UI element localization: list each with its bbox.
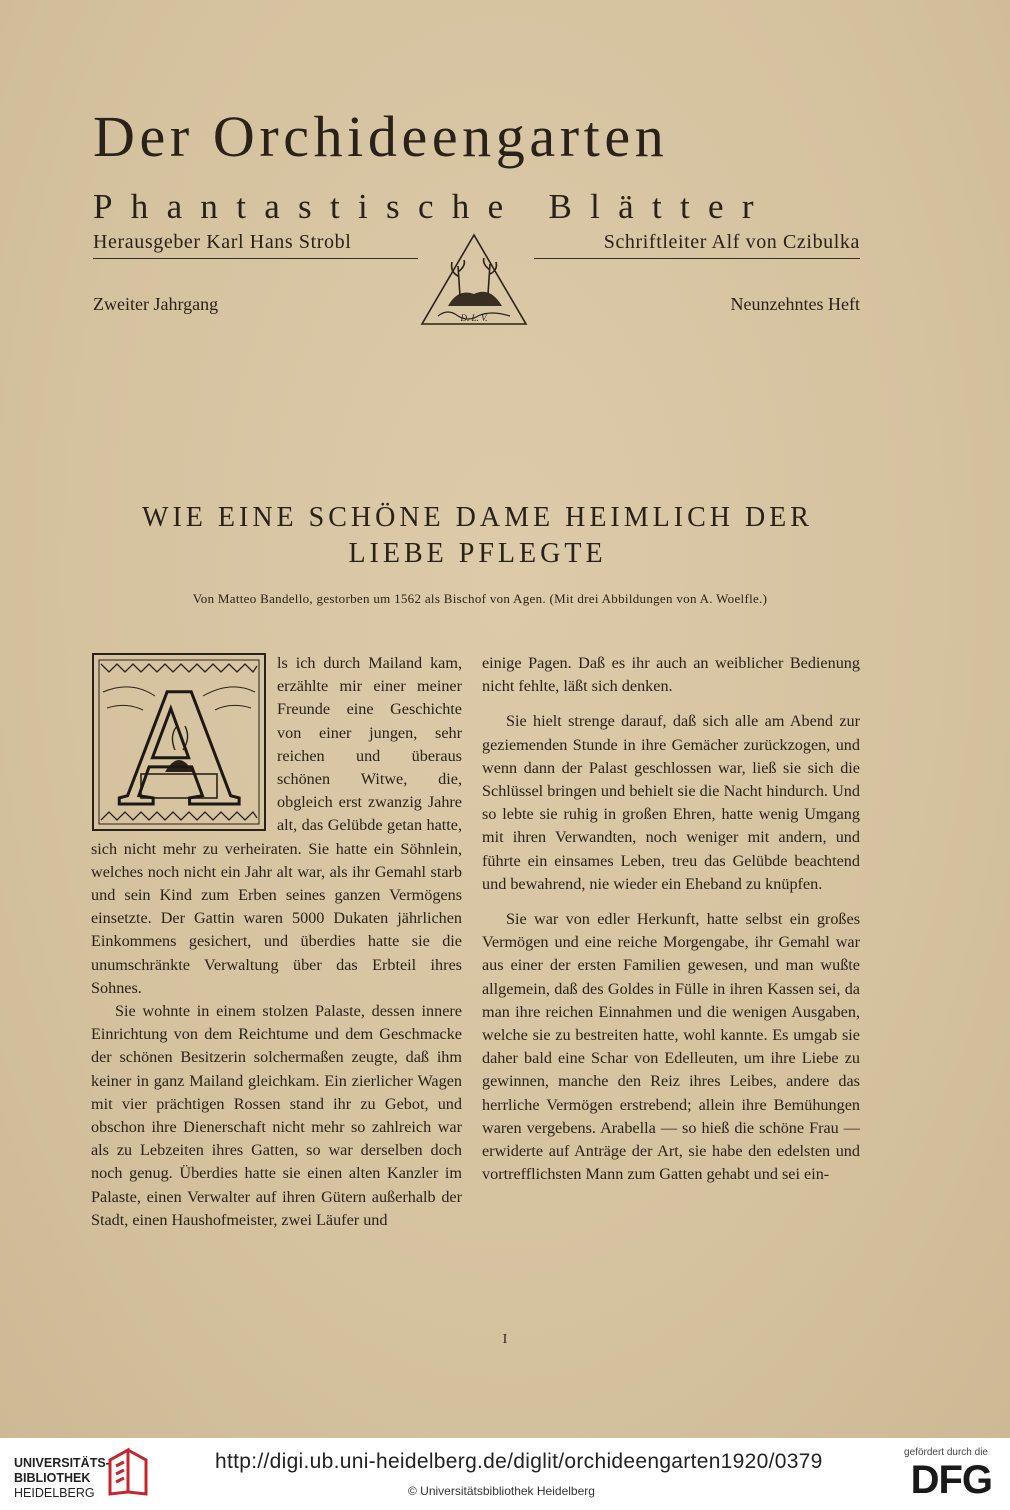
volume-label: Zweiter Jahrgang [93, 294, 219, 314]
masthead-rule-left [93, 258, 418, 259]
editor-credit: Herausgeber Karl Hans Strobl [93, 231, 352, 253]
article-headline [80, 500, 875, 572]
publisher-emblem-icon [418, 232, 530, 328]
copyright-notice: © Universitätsbibliothek Heidelberg [408, 1484, 595, 1498]
svg-text:D. L. V.: D. L. V. [460, 313, 488, 323]
text-column-right [482, 652, 860, 1186]
paragraph: Sie hielt strenge darauf, daß sich alle am Abend zur geziemenden Stunde in ihre Gemächer zurückzogen, und wenn dann der Palast geschlossen war, ließ sie sich die Schlüssel bringen und behielt sie die Nacht hindurch. Und so lebte sie ruhig in großen Ehren, hatte wenig Umgang mit ihren Verwandten, noch weniger mit andern, und führte ein einsames Leben, treu das Gelübde beachtend und bewahrend, nie wieder ein Eheband zu knüpfen. [482, 712, 860, 893]
permalink-link[interactable]: http://digi.ub.uni-heidelberg.de/diglit/orchideengarten1920/0379 [215, 1450, 823, 1473]
decorated-initial-icon [91, 652, 267, 832]
headline-line-1: WIE EINE SCHÖNE DAME HEIMLICH DER [142, 502, 813, 533]
digitization-footer [0, 1438, 1010, 1510]
page-number: I [502, 1332, 508, 1347]
managing-editor-credit: Schriftleiter Alf von Czibulka [603, 231, 860, 253]
paragraph: einige Pagen. Daß es ihr auch an weiblicher Bedienung nicht fehlte, läßt sich denken. [482, 654, 860, 696]
paragraph: Sie wohnte in einem stolzen Palaste, dessen innere Einrichtung von dem Reichtume und dem Geschmacke der schönen Besitzerin solchermaßen zeugte, daß ihm keiner in ganz Mailand gleichkam. Ein zierlicher Wagen mit vier prächtigen Rossen stand ihr zu Gebot, und obschon ihre Dienerschaft nicht mehr so zahlreich war als zu Lebzeiten ihres Gatten, so war derselben doch noch genug. Überdies hatte sie einen alten Kanzler im Palaste, einen Verwalter auf ihren Gütern außerhalb der Stadt, einen Haushofmeister, zwei Läufer und [91, 1002, 462, 1229]
masthead-rule-right [534, 258, 860, 259]
funding-label: gefördert durch die [904, 1447, 988, 1458]
library-name[interactable]: UNIVERSITÄTS- BIBLIOTHEK HEIDELBERG [14, 1456, 110, 1500]
paragraph: ls ich durch Mailand kam, erzählte mir einer meiner Freunde eine Geschichte von einer jungen, sehr reichen und überaus schönen Witwe, die, obgleich erst zwanzig Jahre alt, das Gelübde getan hatte, sich nicht mehr zu verheiraten. Sie hatte ein Söhnlein, welches noch nicht ein Jahr alt war, als ihr Gemahl starb und sein Kind zum Erben seines ganzen Vermögens einsetzte. Der Gattin waren 5000 Dukaten jährlichen Einkommens gesichert, und überdies hatte sie die unumschränkte Verwaltung über das Erbteil ihres Sohnes. [91, 654, 462, 997]
paragraph: Sie war von edler Herkunft, hatte selbst ein großes Vermögen und eine reiche Morgengabe, ihr Gemahl war aus einer der ersten Familien gewesen, und man wußte allgemein, daß des Goldes in Fülle in ihren Kassen sei, da man ihre reichen Einnahmen und die wenigen Ausgaben, welche sie zu bestreiten hatte, wohl kannte. Es umgab sie daher bald eine Schar von Edelleuten, um ihre Liebe zu gewinnen, manche den Reiz ihres Leibes, andere das herrliche Vermögen erstrebend; allein ihre Bemühungen waren vergebens. Arabella — so hieß die schöne Frau — erwiderte auf Anträge der Art, sie habe den edelsten und vortrefflichsten Mann zum Gatten gehabt und sei ein- [482, 910, 860, 1184]
svg-text:A: A [117, 653, 241, 832]
text-column-left [91, 652, 462, 1232]
journal-subtitle: Phantastische Blätter [93, 187, 772, 226]
issue-label: Neunzehntes Heft [730, 294, 860, 314]
dfg-logo-icon[interactable]: DFG [910, 1458, 992, 1502]
library-logo-icon[interactable] [102, 1446, 154, 1498]
headline-line-2: LIEBE PFLEGTE [348, 538, 607, 569]
journal-title: Der Orchideengarten [93, 104, 669, 169]
article-byline: Von Matteo Bandello, gestorben um 1562 als Bischof von Agen. (Mit drei Abbildungen von A. Woelfle.) [192, 591, 768, 606]
